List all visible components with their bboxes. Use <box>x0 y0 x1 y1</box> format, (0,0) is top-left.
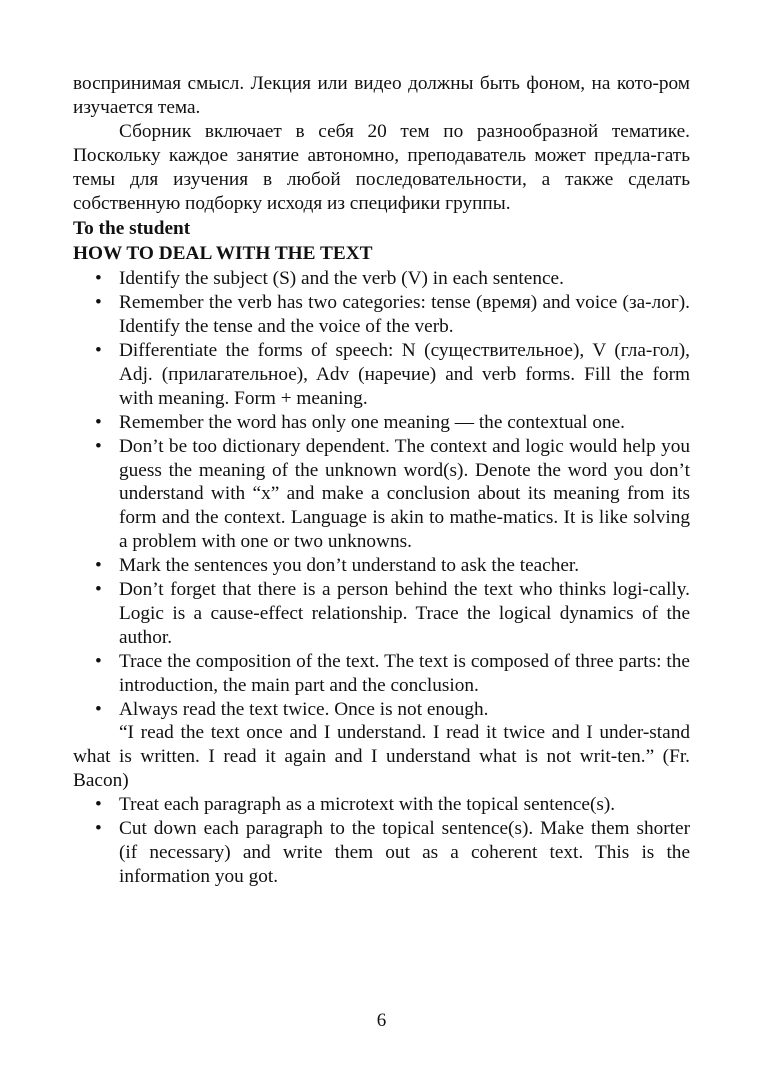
list-item <box>73 817 690 889</box>
bullet-icon: • <box>95 411 102 433</box>
list-item <box>73 435 690 555</box>
list-item-text: Remember the verb has two categories: tense (время) and voice (за-лог). Identify the tense and the voice of the verb. <box>119 292 690 338</box>
bullet-icon: • <box>95 818 102 840</box>
list-item-text: Differentiate the forms of speech: N (существительное), V (гла-гол), Adj. (прилагательное), Adv (наречие) and verb forms. Fill the form with meaning. Form + meaning. <box>119 339 690 409</box>
intro-paragraph-1: воспринимая смысл. Лекция или видео должны быть фоном, на кото-ром изучается тема. <box>73 73 690 118</box>
list-item <box>73 554 690 578</box>
list-item-text: Treat each paragraph as a microtext with the topical sentence(s). <box>119 794 616 816</box>
list-item-text: Always read the text twice. Once is not enough. <box>119 698 489 720</box>
bacon-quote: “I read the text once and I understand. I read it twice and I under-stand what is written. I read it again and I understand what is not writ-ten.” (Fr. Bacon) <box>73 722 690 792</box>
list-item-text: Remember the word has only one meaning — the contextual one. <box>119 411 625 433</box>
list-item-text: Trace the composition of the text. The text is composed of three parts: the introduction, the main part and the conclusion. <box>119 650 690 696</box>
page-content <box>73 72 690 889</box>
list-item-text: Don’t forget that there is a person behind the text who thinks logi-cally. Logic is a cause-effect relationship. Trace the logical dynamics of the author. <box>119 579 690 648</box>
list-item-text: Don’t be too dictionary dependent. The context and logic would help you guess the meaning of the unknown word(s). Denote the word you don’t understand with “x” and make a conclusion about its meaning from its form and the context. Language is akin to mathe-matics. It is like solving a problem with one or two unknowns. <box>119 435 690 553</box>
list-item <box>73 650 690 698</box>
list-item-text: Cut down each paragraph to the topical sentence(s). Make them shorter (if necessary) and write them out as a coherent text. This is the information you got. <box>119 818 690 887</box>
list-item <box>73 291 690 339</box>
list-item-text: Mark the sentences you don’t understand to ask the teacher. <box>119 555 580 577</box>
bullet-icon: • <box>95 555 102 577</box>
bullet-icon: • <box>95 698 102 720</box>
list-item <box>73 411 690 435</box>
list-item <box>73 793 690 817</box>
bullet-icon: • <box>95 579 102 601</box>
bullet-icon: • <box>95 435 102 457</box>
bullet-icon: • <box>95 292 102 314</box>
bullet-icon: • <box>95 268 102 290</box>
list-item <box>73 339 690 411</box>
list-item <box>73 578 690 650</box>
bullet-list-1 <box>73 267 690 721</box>
list-item <box>73 267 690 291</box>
list-item-text: Identify the subject (S) and the verb (V) in each sentence. <box>119 268 564 290</box>
bullet-icon: • <box>95 794 102 816</box>
section-heading-student: To the student <box>73 218 191 240</box>
bullet-icon: • <box>95 650 102 672</box>
bullet-list-2 <box>73 793 690 889</box>
bullet-icon: • <box>95 339 102 361</box>
page-number: 6 <box>376 1010 387 1031</box>
section-heading-how-to: HOW TO DEAL WITH THE TEXT <box>73 243 373 265</box>
intro-paragraph-2: Сборник включает в себя 20 тем по разнообразной тематике. Поскольку каждое занятие автономно, преподаватель может предла-гать темы для изучения в любой последовательности, а также сделать собственную подборку исходя из специфики группы. <box>73 120 690 214</box>
list-item <box>73 698 690 722</box>
